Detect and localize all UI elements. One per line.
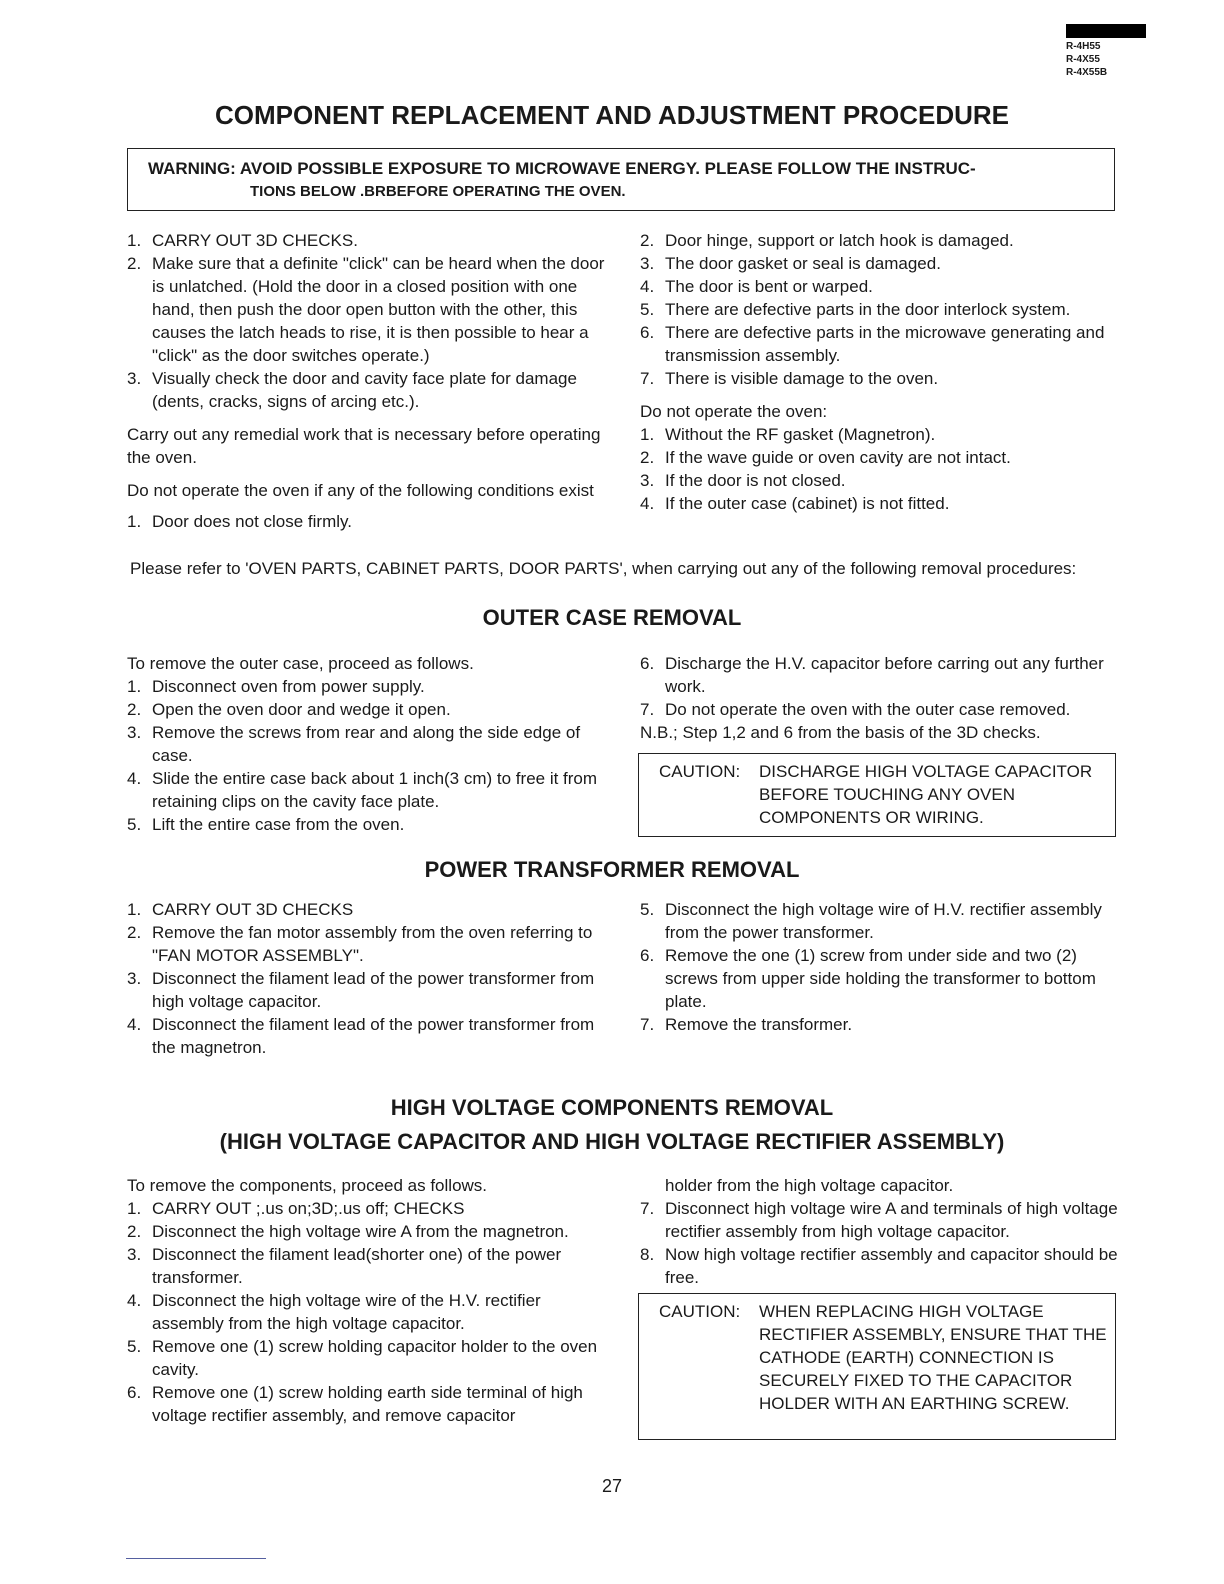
refer-note: Please refer to 'OVEN PARTS, CABINET PARTS, DOOR PARTS', when carrying out any of the following removal procedures: xyxy=(130,559,1077,578)
list-item: 2. Open the oven door and wedge it open. xyxy=(127,700,451,719)
page-number: 27 xyxy=(601,1476,623,1496)
remedial-note: Carry out any remedial work that is necessary before operating the oven. xyxy=(127,425,601,467)
section-subtitle-hv-components: (HIGH VOLTAGE CAPACITOR AND HIGH VOLTAGE RECTIFIER ASSEMBLY) xyxy=(219,1129,1005,1154)
list-item: 1. CARRY OUT 3D CHECKS. xyxy=(127,231,358,250)
intro-right-column xyxy=(640,229,1120,515)
warning-line-1: WARNING: AVOID POSSIBLE EXPOSURE TO MICROWAVE ENERGY. PLEASE FOLLOW THE INSTRUC- xyxy=(148,159,976,178)
list-item: 5. Remove one (1) screw holding capacitor holder to the oven cavity. xyxy=(127,1337,598,1379)
power-transformer-left-column xyxy=(127,898,605,1059)
power-transformer-right-column xyxy=(640,898,1120,1036)
list-item: 3. Visually check the door and cavity face plate for damage (dents, cracks, signs of arcing etc.). xyxy=(127,369,577,411)
header-bar xyxy=(1066,24,1146,38)
list-item: 5. There are defective parts in the door interlock system. xyxy=(640,300,1071,319)
list-item: 1. Without the RF gasket (Magnetron). xyxy=(640,425,936,444)
list-item: 8. Now high voltage rectifier assembly and capacitor should be free. xyxy=(640,1245,1118,1287)
list-item: 7. There is visible damage to the oven. xyxy=(640,369,939,388)
caution-box xyxy=(638,1293,1116,1440)
donot-intro: Do not operate the oven: xyxy=(640,402,828,421)
list-item: 2. Door hinge, support or latch hook is damaged. xyxy=(640,231,1014,250)
page-title: COMPONENT REPLACEMENT AND ADJUSTMENT PROCEDURE xyxy=(215,100,1009,130)
list-item: 5. Disconnect the high voltage wire of H.V. rectifier assembly from the power transformer. xyxy=(640,900,1102,942)
list-item: 7. Disconnect high voltage wire A and terminals of high voltage rectifier assembly from high voltage capacitor. xyxy=(640,1199,1118,1241)
list-item: 3. Disconnect the filament lead(shorter one) of the power transformer. xyxy=(127,1245,562,1287)
list-item: 3. Remove the screws from rear and along the side edge of case. xyxy=(127,723,581,765)
list-item: 3. If the door is not closed. xyxy=(640,471,846,490)
model-list xyxy=(1066,24,1150,79)
caution-text: WHEN REPLACING HIGH VOLTAGE RECTIFIER ASSEMBLY, ENSURE THAT THE CATHODE (EARTH) CONNECTION IS SECURELY FIXED TO THE CAPACITOR HOLDER WITH AN EARTHING SCREW. xyxy=(759,1302,1107,1413)
list-item: 2. If the wave guide or oven cavity are not intact. xyxy=(640,448,1011,467)
model-number: R-4X55B xyxy=(1066,67,1108,78)
list-item: 4. If the outer case (cabinet) is not fitted. xyxy=(640,494,950,513)
caution-box xyxy=(638,753,1116,837)
list-item: 7. Do not operate the oven with the outer case removed. xyxy=(640,700,1071,719)
footer-rule xyxy=(126,1558,266,1559)
list-item: 1. Disconnect oven from power supply. xyxy=(127,677,425,696)
caution-label: CAUTION: xyxy=(659,1302,741,1321)
outer-case-left-column xyxy=(127,652,605,836)
list-item: 1. CARRY OUT 3D CHECKS xyxy=(127,900,354,919)
list-item: 6. Discharge the H.V. capacitor before carring out any further work. xyxy=(640,654,1104,696)
list-item: 4. Slide the entire case back about 1 inch(3 cm) to free it from retaining clips on the cavity face plate. xyxy=(127,769,598,811)
list-item: 4. Disconnect the filament lead of the power transformer from the magnetron. xyxy=(127,1015,595,1057)
section-title-outer-case: OUTER CASE REMOVAL xyxy=(482,605,742,630)
section-intro: To remove the outer case, proceed as follows. xyxy=(127,654,474,673)
list-item: 2. Make sure that a definite "click" can be heard when the door is unlatched. (Hold the door in a closed position with one hand, then push the door open button with the other, this causes the latch heads to rise, it is then possible to hear a "click" as the door switches operate.) xyxy=(127,254,605,365)
conditions-intro: Do not operate the oven if any of the following conditions exist xyxy=(127,481,594,500)
warning-line-2: TIONS BELOW .BRBEFORE OPERATING THE OVEN. xyxy=(250,183,626,200)
hv-left-column xyxy=(127,1174,605,1427)
list-item: 4. The door is bent or warped. xyxy=(640,277,873,296)
list-item: 2. Disconnect the high voltage wire A from the magnetron. xyxy=(127,1222,569,1241)
list-item: 4. Disconnect the high voltage wire of the H.V. rectifier assembly from the high voltage capacitor. xyxy=(127,1291,541,1333)
caution-text: DISCHARGE HIGH VOLTAGE CAPACITOR BEFORE TOUCHING ANY OVEN COMPONENTS OR WIRING. xyxy=(759,762,1093,827)
list-item: 6. Remove the one (1) screw from under side and two (2) screws from upper side holding the transformer to bottom plate. xyxy=(640,946,1096,1011)
hv-right-column xyxy=(640,1174,1120,1289)
list-item: 1. CARRY OUT ;.us on;3D;.us off; CHECKS xyxy=(127,1199,465,1218)
continued-text: holder from the high voltage capacitor. xyxy=(665,1176,954,1195)
section-intro: To remove the components, proceed as follows. xyxy=(127,1176,488,1195)
caution-label: CAUTION: xyxy=(659,762,741,781)
list-item: 1. Door does not close firmly. xyxy=(127,512,352,531)
list-item: 6. Remove one (1) screw holding earth side terminal of high voltage rectifier assembly, and remove capacitor xyxy=(127,1383,583,1425)
outer-case-right-column xyxy=(640,652,1120,744)
list-item: 7. Remove the transformer. xyxy=(640,1015,853,1034)
model-number: R-4H55 xyxy=(1066,41,1101,52)
list-item: 5. Lift the entire case from the oven. xyxy=(127,815,405,834)
list-item: 3. Disconnect the filament lead of the power transformer from high voltage capacitor. xyxy=(127,969,595,1011)
list-item: 3. The door gasket or seal is damaged. xyxy=(640,254,941,273)
model-number: R-4X55 xyxy=(1066,54,1100,65)
list-item: 2. Remove the fan motor assembly from the oven referring to "FAN MOTOR ASSEMBLY". xyxy=(127,923,593,965)
warning-box xyxy=(127,148,1115,211)
list-item: 6. There are defective parts in the microwave generating and transmission assembly. xyxy=(640,323,1105,365)
section-title-power-transformer: POWER TRANSFORMER REMOVAL xyxy=(424,857,800,882)
nb-note: N.B.; Step 1,2 and 6 from the basis of the 3D checks. xyxy=(640,723,1041,742)
intro-left-column xyxy=(127,229,605,533)
section-title-hv-components: HIGH VOLTAGE COMPONENTS REMOVAL xyxy=(390,1095,834,1120)
